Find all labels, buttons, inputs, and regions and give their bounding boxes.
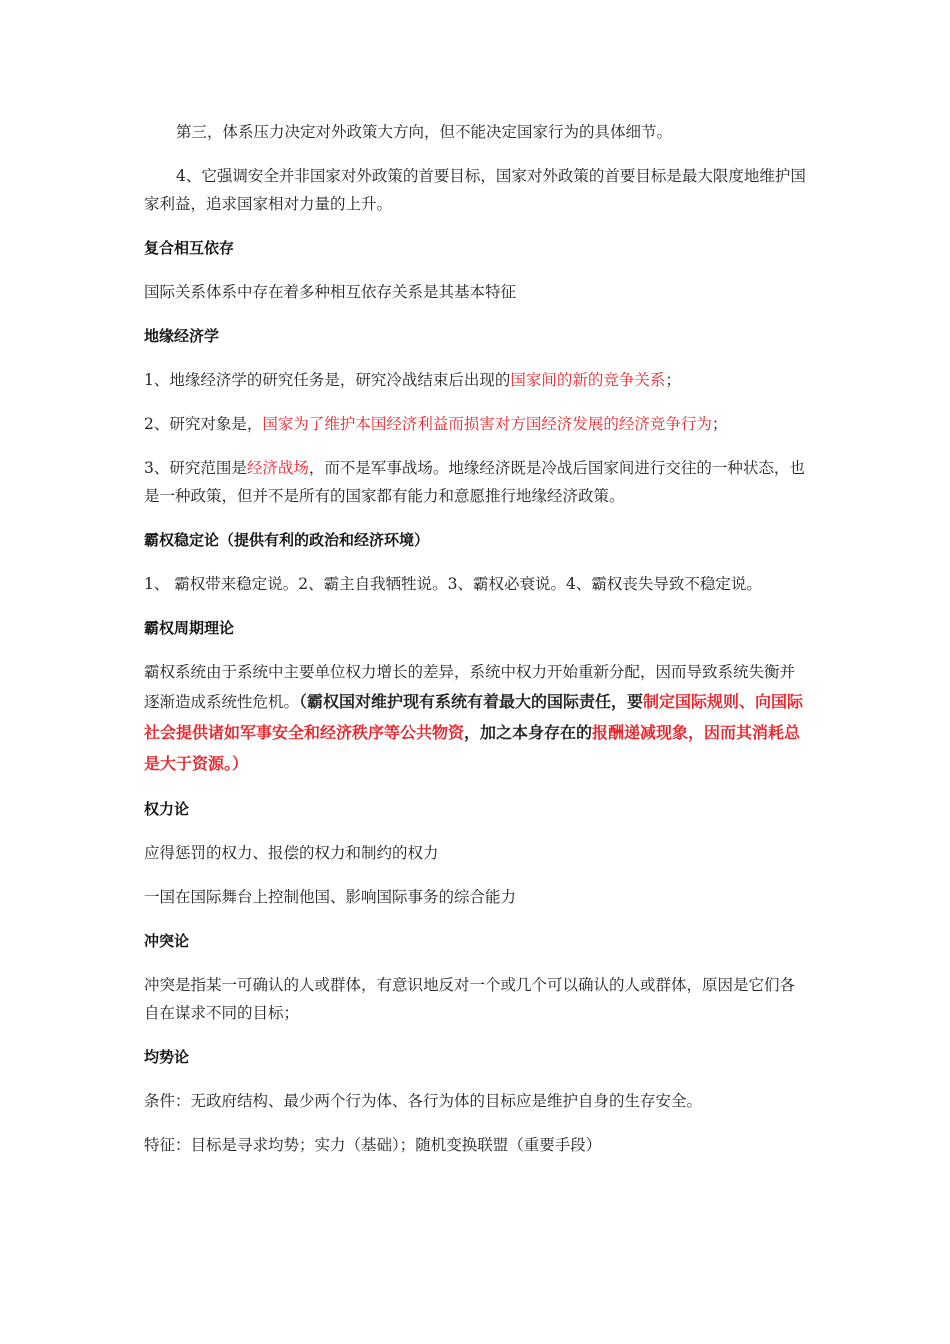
geo2-text: 2、研究对象是， [144, 415, 263, 433]
geoeconomics-item-1 [144, 366, 810, 394]
geo1-highlight: 国家间的新的竞争关系 [510, 371, 666, 389]
cycle-text: 霸权系统由于系统中主要单位权力增长的差异，系统中权力开始重新分配，因而导致系统失衡并逐渐造成系统性危机。 [144, 663, 796, 711]
geo3-highlight: 经济战场 [246, 459, 309, 477]
balance-features: 特征：目标是寻求均势；实力（基础）；随机变换联盟（重要手段） [144, 1136, 602, 1154]
heading-hegemonic-stability: 霸权稳定论（提供有利的政治和经济环境） [144, 531, 430, 549]
heading-hegemonic-cycle: 霸权周期理论 [144, 619, 235, 637]
cycle-highlight-2: 报酬递减现象，因而其消耗总是大于资源。） [144, 723, 801, 773]
cycle-note: （霸权国对维护现有系统有着最大的国际责任，要 [299, 692, 644, 711]
geo1-end: ； [665, 371, 681, 389]
hegemonic-cycle-text [144, 658, 810, 779]
balance-conditions: 条件：无政府结构、最少两个行为体、各行为体的目标应是维护自身的生存安全。 [144, 1092, 703, 1110]
geoeconomics-item-3 [144, 454, 810, 510]
geo3-text: 3、研究范围是 [144, 459, 247, 477]
geo1-text: 1、地缘经济学的研究任务是，研究冷战结束后出现的 [144, 371, 511, 389]
cycle-highlight-1: 制定国际规则、向国际社会提供诸如军事安全和经济秩序等公共物资 [144, 692, 804, 742]
geo2-highlight: 国家为了维护本国经济利益而损害对方国经济发展的经济竞争行为 [262, 415, 712, 433]
heading-complex-interdependence: 复合相互依存 [144, 239, 235, 257]
conflict-text: 冲突是指某一可确认的人或群体，有意识地反对一个或几个可以确认的人或群体，原因是它们各自在谋求不同的目标； [144, 976, 796, 1022]
heading-power-theory: 权力论 [144, 800, 190, 818]
heading-conflict-theory: 冲突论 [144, 932, 190, 950]
heading-balance-of-power: 均势论 [144, 1048, 190, 1066]
geoeconomics-item-2 [144, 410, 810, 438]
document-page [144, 118, 810, 1159]
geo3-rest: ，而不是军事战场。地缘经济既是冷战后国家间进行交往的一种状态，也是一种政策，但并不是所有的国家都有能力和意愿推行地缘经济政策。 [144, 459, 805, 505]
power-text-2: 一国在国际舞台上控制他国、影响国际事务的综合能力 [144, 888, 517, 906]
paragraph-third: 第三，体系压力决定对外政策大方向，但不能决定国家行为的具体细节。 [176, 123, 673, 141]
heading-geoeconomics: 地缘经济学 [144, 327, 220, 345]
power-text-1: 应得惩罚的权力、报偿的权力和制约的权力 [144, 844, 439, 862]
cycle-note-2: ，加之本身存在的 [464, 723, 593, 742]
complex-interdependence-text: 国际关系体系中存在着多种相互依存关系是其基本特征 [144, 283, 517, 301]
paragraph-fourth: 4、它强调安全并非国家对外政策的首要目标，国家对外政策的首要目标是最大限度地维护国家利益，追求国家相对力量的上升。 [144, 167, 806, 213]
hegemonic-stability-text: 1、 霸权带来稳定说。2、霸主自我牺牲说。3、霸权必衰说。4、霸权丧失导致不稳定说。 [144, 575, 762, 593]
geo2-end: ； [711, 415, 728, 433]
